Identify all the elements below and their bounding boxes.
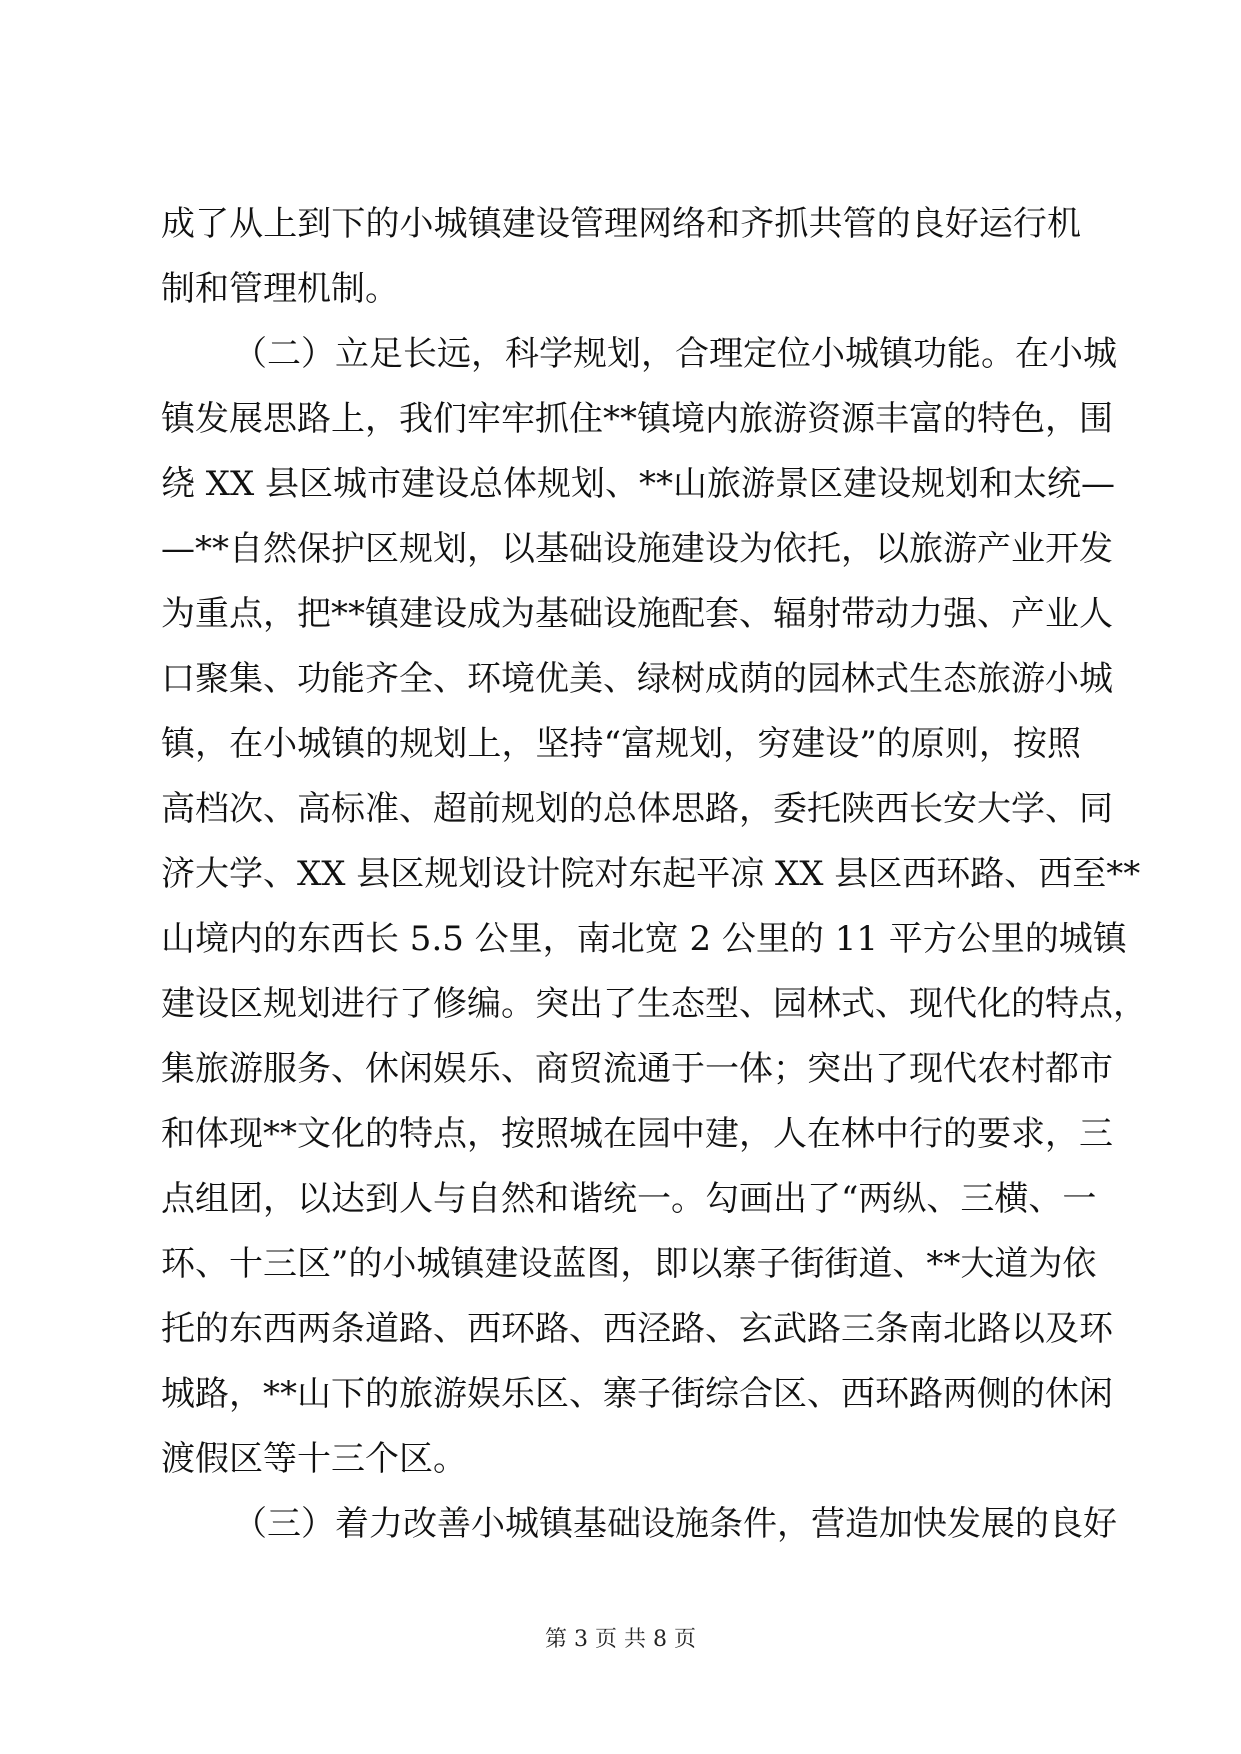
text-line: 点组团，以达到人与自然和谐统一。勾画出了“两纵、三横、一 [161,1179,1097,1219]
page-number-footer: 第 3 页 共 8 页 [545,1627,696,1652]
text-line: 山境内的东西长 5.5 公里，南北宽 2 公里的 11 平方公里的城镇 [161,919,1127,959]
text-line: 高档次、高标准、超前规划的总体思路，委托陕西长安大学、同 [161,789,1113,829]
paragraph-heading-line: （三）着力改善小城镇基础设施条件，营造加快发展的良好 [233,1504,1117,1544]
text-line: 绕 XX 县区城市建设总体规划、**山旅游景区建设规划和太统— [161,464,1116,504]
paragraph-heading-line: （二）立足长远，科学规划，合理定位小城镇功能。在小城 [233,334,1117,374]
text-line: 成了从上到下的小城镇建设管理网络和齐抓共管的良好运行机 [161,204,1081,244]
text-line: 城路，**山下的旅游娱乐区、寨子街综合区、西环路两侧的休闲 [161,1374,1113,1414]
text-line: 渡假区等十三个区。 [161,1439,467,1479]
text-line: 济大学、XX 县区规划设计院对东起平凉 XX 县区西环路、西至** [161,854,1141,894]
text-line: 托的东西两条道路、西环路、西泾路、玄武路三条南北路以及环 [161,1309,1113,1349]
text-line: 制和管理机制。 [161,269,399,309]
text-line: —**自然保护区规划，以基础设施建设为依托，以旅游产业开发 [161,529,1113,569]
text-line: 为重点，把**镇建设成为基础设施配套、辐射带动力强、产业人 [161,594,1113,634]
text-line: 建设区规划进行了修编。突出了生态型、园林式、现代化的特点， [161,984,1147,1024]
text-line: 镇发展思路上，我们牢牢抓住**镇境内旅游资源丰富的特色，围 [161,399,1113,439]
text-line: 口聚集、功能齐全、环境优美、绿树成荫的园林式生态旅游小城 [161,659,1113,699]
text-line: 集旅游服务、休闲娱乐、商贸流通于一体；突出了现代农村都市 [161,1049,1113,1089]
text-line: 环、十三区”的小城镇建设蓝图，即以寨子街街道、**大道为依 [161,1244,1097,1284]
text-line: 和体现**文化的特点，按照城在园中建，人在林中行的要求，三 [161,1114,1113,1154]
text-line: 镇，在小城镇的规划上，坚持“富规划，穷建设”的原则，按照 [161,724,1081,764]
